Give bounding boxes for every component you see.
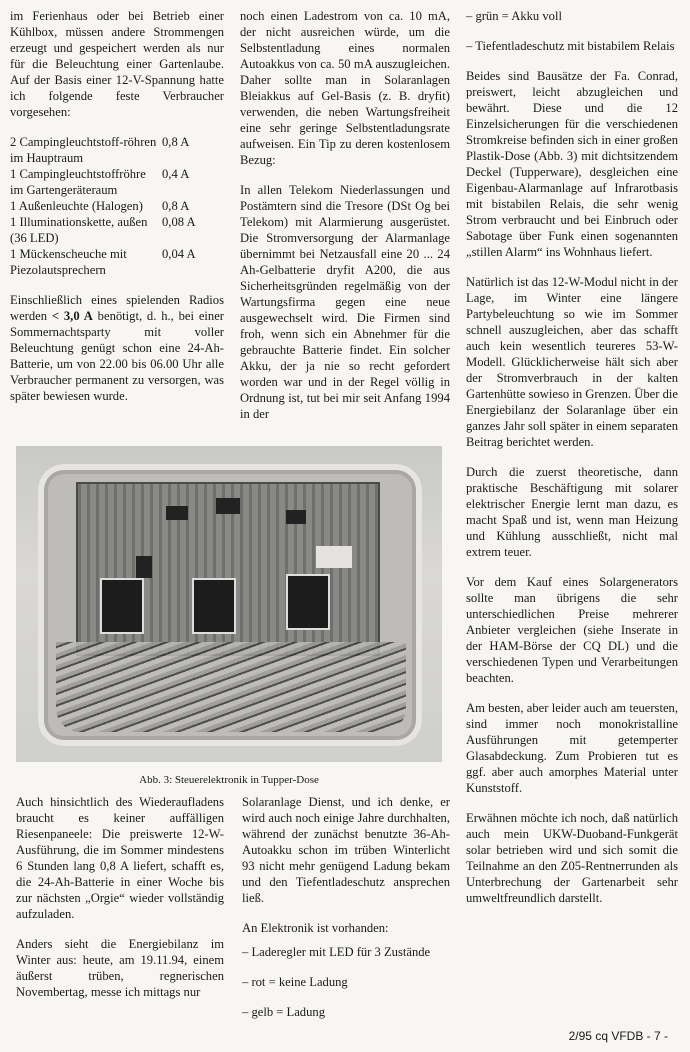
column-2-top (240, 8, 450, 436)
chip (166, 506, 188, 520)
dash-item: – Laderegler mit LED für 3 Zustände (242, 945, 431, 959)
relay-module (316, 546, 352, 568)
dash-item: – gelb = Ladung (242, 1005, 325, 1019)
fuse-block (100, 578, 144, 634)
fuse-block (192, 578, 236, 634)
chip (216, 498, 240, 514)
paragraph: noch einen Ladestrom von ca. 10 mA, der nicht ausreichen würde, um die Selbstentladung eines normalen Autoakkus von ca. 50 mA auszugleichen. Daher sollte man in Solaranlagen Bleiakkus auf Gel-Basis (z. B. dryfit) verwenden, die neben Wartungsfreiheit eine sehr geringe Selbstentladungsrate aufweisen. Ein Tip zu deren kostenlosem Bezug: (240, 9, 450, 167)
consumer-label: 1 Außenleuchte (Halogen) (10, 199, 143, 213)
consumer-current: 0,08 A (162, 215, 196, 229)
column-1-bottom (16, 794, 224, 1014)
paragraph: Solaranlage Dienst, und ich denke, er wird auch noch einige Jahre durchhalten, während der zunächst benutzte 36-Ah-Autoakku schon im trüben Winterlicht 93 nicht mehr genügend Ladung bekam und den Tiefentladeschutz ansprechen ließ. (242, 795, 450, 905)
paragraph: Am besten, aber leider auch am teuersten, sind immer noch monokristalline Ausführungen mit getemperter Glasabdeckung. Zum Probieren tut es ggf. aber auch amorphes Material unter Kunststoff. (466, 701, 678, 795)
paragraph: In allen Telekom Niederlassungen und Postämtern sind die Tresore (DSt Og bei Telekom) mit Alarmierung ausgerüstet. Die Stromversorgung der Alarmanlage übernimmt bei Netzausfall eine 20 ... 24 Ah-Gelbatterie dryfit A200, die aus Sicherheitsgründen regelmäßig von der Wartungsfirma gegen eine neue ausgewechselt wird. Die Firmen sind froh, wenn sich ein Abnehmer für die gebrauchte Batterie findet. Ein solcher Akku, der ja nie so recht gefordert worden war und in der Regel völlig in Ordnung ist, tut bei mir seit Anfang 1994 in der (240, 183, 450, 421)
dash-list-top (466, 8, 678, 54)
consumer-row (10, 134, 224, 166)
paragraph: Vor dem Kauf eines Solargenerators sollte man übrigens die sehr unterschiedlichen Preise mehrerer Anbieter vergleichen (siehe Inserate in der HAM-Börse der CQ DL) und die verschiedenen Typen und Verarbeitungen beachten. (466, 575, 678, 685)
paragraph: Erwähnen möchte ich noch, daß natürlich auch mein UKW-Duoband-Funkgerät solar betrieben wird und sich somit die Teilnahme an den Z05-Rentnerrunden als Unterbrechung der Gartenarbeit sehr umweltfreundlich darstellt. (466, 811, 678, 905)
text-span: Einschließlich eines spielenden Radios werden (10, 293, 224, 323)
consumer-current: 0,8 A (162, 135, 190, 149)
dash-item: – grün = Akku voll (466, 9, 562, 23)
paragraph: Durch die zuerst theoretische, dann praktische Beschäftigung mit solarer elektrischer Energie lernt man dazu, es macht Spaß und ist, wenn man Heizung und Kühlung ausschließt, nicht mal extrem teuer. (466, 465, 678, 559)
consumer-row (10, 198, 224, 214)
paragraph: Natürlich ist das 12-W-Modul nicht in der Lage, im Winter eine längere Partybeleuchtung so wie im Sommer schnell auszugleichen, aber das schafft auch kein wesentlich teureres 53-W-Modell. Glücklicherweise hält sich aber der Stromverbrauch in der kalten Gartenhütte sowieso in Grenzen. Über die Energiebilanz der Solaranlage über ein ganzes Jahr soll später in einem separaten Beitrag berichtet werden. (466, 275, 678, 449)
consumer-list (10, 134, 224, 278)
chip (286, 510, 306, 524)
chip (136, 556, 152, 578)
paragraph: Beides sind Bausätze der Fa. Conrad, preiswert, leicht abzugleichen und bewährt. Diese und die 12 Einzelsicherungen für die verschiedenen Stromkreise befinden sich in einer großen Plastik-Dose (Abb. 3) mit dichtsitzendem Deckel (Tupperware), desgleichen eine Eigenbau-Alarmanlage auf Infrarotbasis mit bistabilen Relais, die sehr wenig Strom verbraucht und bei Einbruch oder Sabotage über Funk einen sogenannten „stillen Alarm“ ins Wohnhaus liefert. (466, 69, 678, 259)
paragraph: Auch hinsichtlich des Wiederaufladens braucht es keiner auffälligen Riesenpaneele: Die preiswerte 12-W-Ausführung, die im Sommer mindestens 6 Stunden lang 0,8 A liefert, schafft es, die 24-Ah-Batterie in einer Woche bis zur nächsten „Orgie“ wieder vollständig aufzuladen. (16, 795, 224, 921)
consumer-current: 0,04 A (162, 247, 196, 261)
column-2-bottom (242, 794, 450, 1034)
paragraph: im Ferienhaus oder bei Betrieb einer Kühlbox, müssen andere Strommengen erzeugt und gespeichert werden als nur für die Beleuchtung einer Gartenlaube. Auf der Basis einer 12-V-Spannung hatte ich folgende feste Verbraucher vorgesehen: (10, 9, 224, 119)
consumer-row (10, 166, 224, 198)
paragraph (10, 292, 224, 404)
fuse-block (286, 574, 330, 630)
figure-caption: Abb. 3: Steuerelektronik in Tupper-Dose (139, 774, 319, 786)
consumer-current: 0,8 A (162, 199, 190, 213)
figure-photo (16, 446, 442, 762)
paragraph: An Elektronik ist vorhanden: (242, 921, 389, 935)
consumer-row (10, 214, 224, 246)
dash-item: – rot = keine Ladung (242, 975, 348, 989)
dash-item: – Tiefentladeschutz mit bistabilem Relais (466, 39, 675, 53)
consumer-label: 2 Campingleuchtstoff-röhren im Hauptraum (10, 135, 157, 165)
wiring-bundle (56, 642, 406, 732)
consumer-current: 0,4 A (162, 167, 190, 181)
consumer-label: 1 Campingleuchtstoffröhre im Gartengeräteraum (10, 167, 146, 197)
page-footer: 2/95 cq VFDB - 7 - (568, 1029, 668, 1043)
bold-value: < 3,0 A (51, 309, 93, 323)
text-span: benötigt, d. h., bei einer Sommernachtsparty mit voller Beleuchtung genügt schon eine 24-Ah-Batterie, um von 22.00 bis 06.00 Uhr alle Verbraucher permanent zu versorgen, was später bewiesen wurde. (10, 309, 224, 403)
column-3 (466, 8, 678, 920)
consumer-label: 1 Illuminationskette, außen (36 LED) (10, 215, 148, 245)
paragraph: Anders sieht die Energiebilanz im Winter aus: heute, am 19.11.94, einem äußerst trüben, regnerischen Novembertag, messe ich mittags nur (16, 937, 224, 999)
consumer-label: 1 Mückenscheuche mit Piezolautsprechern (10, 247, 127, 277)
column-1-top (10, 8, 224, 418)
consumer-row (10, 246, 224, 278)
